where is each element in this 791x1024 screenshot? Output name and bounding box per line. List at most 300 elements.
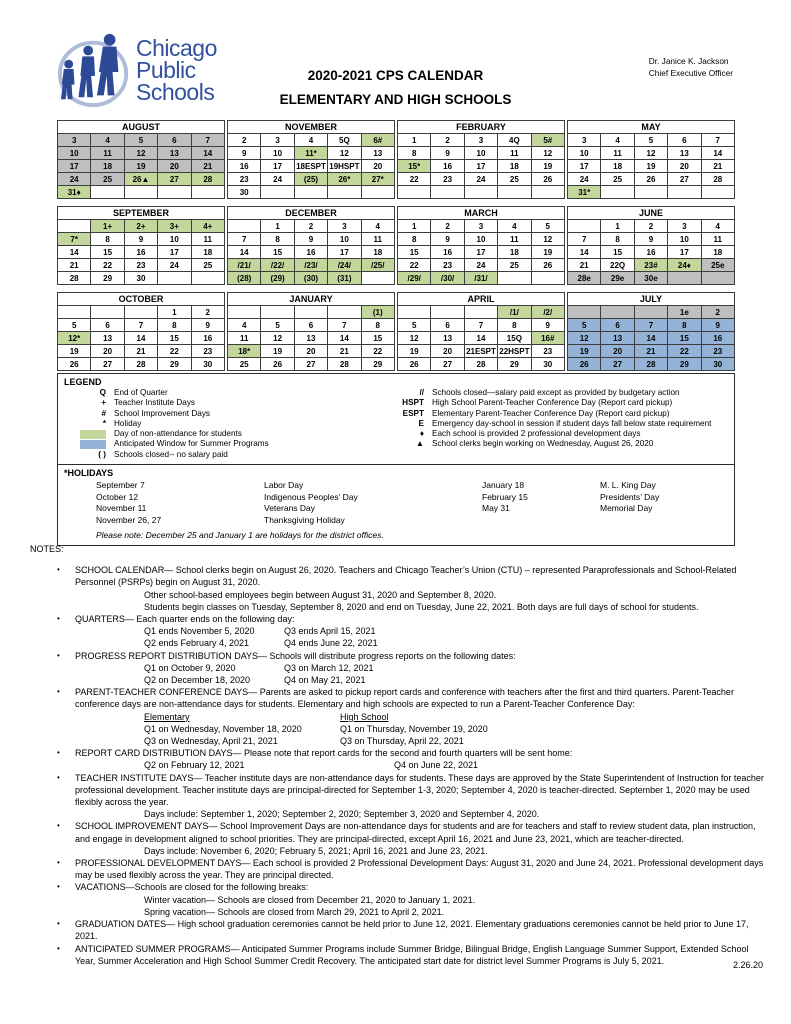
day-cell: 19 — [531, 246, 564, 259]
day-cell: 11 — [498, 147, 531, 160]
month-name: FEBRUARY — [398, 121, 565, 134]
note-sub-text: Q1 ends November 5, 2020 — [144, 626, 255, 637]
day-cell — [124, 186, 157, 199]
day-cell — [294, 186, 327, 199]
day-cell: 26 — [531, 173, 564, 186]
day-cell: 4Q — [498, 134, 531, 147]
day-cell: 12* — [58, 332, 91, 345]
month-table-april — [397, 292, 565, 371]
day-cell: 8 — [601, 233, 634, 246]
day-cell: 3+ — [158, 220, 191, 233]
month-table-november — [227, 120, 395, 199]
day-cell: 25 — [228, 358, 261, 371]
day-cell: 15 — [601, 246, 634, 259]
day-cell: 2 — [634, 220, 667, 233]
day-cell: 10 — [668, 233, 701, 246]
week-row — [398, 306, 565, 319]
bullet-icon: • — [57, 687, 60, 697]
day-cell: 19 — [398, 345, 431, 358]
month-header-row — [228, 293, 395, 306]
day-cell — [431, 186, 464, 199]
day-cell: 6 — [294, 319, 327, 332]
day-cell: 12 — [398, 332, 431, 345]
day-cell: (28) — [228, 272, 261, 285]
holiday-name — [600, 515, 728, 527]
week-row — [568, 134, 735, 147]
day-cell — [668, 272, 701, 285]
day-cell: 15 — [91, 246, 124, 259]
note-sub-text: Q2 on February 12, 2021 — [144, 760, 245, 771]
note-text: GRADUATION DATES— High school graduation ceremonies cannot be held prior to June 12, 2021. Elementary graduations ceremonies cannot be held prior to June 17, 2021. — [75, 919, 749, 942]
day-cell: 29 — [668, 358, 701, 371]
day-cell: 17 — [668, 246, 701, 259]
month-table-october — [57, 292, 225, 371]
day-cell: 23 — [431, 173, 464, 186]
day-cell: 24 — [58, 173, 91, 186]
day-cell: 2 — [228, 134, 261, 147]
day-cell: 11 — [701, 233, 734, 246]
legend-symbol: ♦ — [419, 429, 424, 439]
day-cell — [228, 306, 261, 319]
legend-left-column — [64, 388, 382, 460]
day-cell — [601, 306, 634, 319]
day-cell: 1 — [601, 220, 634, 233]
day-cell: 13 — [668, 147, 701, 160]
holidays-title: *HOLIDAYS — [64, 468, 114, 479]
legend-symbol — [64, 429, 106, 439]
holiday-row — [96, 515, 728, 527]
day-cell: 22 — [361, 345, 394, 358]
week-row — [228, 173, 395, 186]
note-sub-text: Q4 ends June 22, 2021 — [284, 638, 378, 649]
day-cell: 22 — [398, 173, 431, 186]
week-row — [568, 345, 735, 358]
day-cell: 28 — [58, 272, 91, 285]
week-row — [398, 134, 565, 147]
week-row — [398, 147, 565, 160]
day-cell: 4+ — [191, 220, 224, 233]
note-text: TEACHER INSTITUTE DAYS— Teacher institute days are non-attendance days for students. These days are approved by the State Superintendent of Instruction for teacher professional development. Teacher institute days are principal-directed for September 1-3, 2020; September 4, 2020 is teacher-directed. September 1, 2020 may be used flexibly across the year. — [75, 772, 764, 808]
legend-text: Schools closed—salary paid except as provided by budgetary action — [432, 388, 680, 397]
week-row — [228, 134, 395, 147]
day-cell — [464, 306, 497, 319]
day-cell: 27 — [601, 358, 634, 371]
legend-text: School Improvement Days — [114, 408, 211, 418]
note-item — [30, 686, 767, 747]
day-cell — [361, 186, 394, 199]
legend-text: Emergency day-school in session if student days fall below state requirement — [432, 418, 712, 428]
day-cell: 19 — [261, 345, 294, 358]
holiday-date: October 12 — [96, 491, 139, 502]
day-cell: 12 — [531, 233, 564, 246]
month-table-august — [57, 120, 225, 199]
holiday-date: February 15 — [482, 491, 528, 502]
week-row — [228, 147, 395, 160]
day-cell: 7 — [634, 319, 667, 332]
day-cell: 2 — [431, 134, 464, 147]
legend-symbol: + — [101, 398, 106, 408]
day-cell: 23 — [191, 345, 224, 358]
day-cell: 26 — [634, 173, 667, 186]
note-body — [75, 613, 767, 650]
week-row — [568, 306, 735, 319]
day-cell: 24 — [568, 173, 601, 186]
day-cell: 4 — [498, 220, 531, 233]
holiday-row — [96, 480, 728, 492]
day-cell: 5 — [398, 319, 431, 332]
legend-text: Elementary Parent-Teacher Conference Day (Report card pickup) — [432, 408, 670, 418]
note-sub-text: Days include: September 1, 2020; September 2, 2020; September 3, 2020 and September 4, 2020. — [144, 809, 540, 820]
day-cell: 3 — [261, 134, 294, 147]
day-cell: 8 — [398, 147, 431, 160]
month-name: JUNE — [568, 207, 735, 220]
day-cell — [261, 306, 294, 319]
day-cell: 5 — [124, 134, 157, 147]
day-cell: 20 — [158, 160, 191, 173]
day-cell: 20 — [294, 345, 327, 358]
note-subline — [144, 601, 767, 613]
month-header-row — [398, 293, 565, 306]
day-cell — [431, 306, 464, 319]
bullet-icon: • — [57, 943, 60, 953]
day-cell: 30e — [634, 272, 667, 285]
green-swatch — [80, 430, 106, 439]
day-cell: 19 — [568, 345, 601, 358]
month-name: SEPTEMBER — [58, 207, 225, 220]
legend-symbol: // — [419, 388, 424, 397]
day-cell: 14 — [328, 332, 361, 345]
logo-line-2: Public — [136, 56, 196, 83]
holiday-name: M. L. King Day — [600, 480, 656, 491]
day-cell: 16 — [634, 246, 667, 259]
day-cell: 16 — [701, 332, 734, 345]
note-item — [30, 943, 767, 967]
note-text: REPORT CARD DISTRIBUTION DAYS— Please note that report cards for the second and fourth quarters will be sent home: — [75, 748, 573, 759]
day-cell — [464, 186, 497, 199]
day-cell: 1 — [398, 220, 431, 233]
note-body — [75, 881, 767, 918]
day-cell: 18* — [228, 345, 261, 358]
day-cell: 15* — [398, 160, 431, 173]
bullet-icon: • — [57, 650, 60, 660]
note-item — [30, 613, 767, 650]
day-cell: 21 — [328, 345, 361, 358]
holiday-name: Veterans Day — [264, 503, 316, 514]
legend-text: End of Quarter — [114, 388, 168, 397]
day-cell: 25 — [191, 259, 224, 272]
day-cell: 9 — [431, 147, 464, 160]
day-cell: 10 — [568, 147, 601, 160]
day-cell: 1 — [261, 220, 294, 233]
note-body — [75, 857, 767, 881]
day-cell: 14 — [191, 147, 224, 160]
week-row — [568, 319, 735, 332]
day-cell: 4 — [601, 134, 634, 147]
week-row — [568, 233, 735, 246]
day-cell: 13 — [431, 332, 464, 345]
legend-symbol: * — [102, 418, 106, 428]
month-header-row — [568, 121, 735, 134]
note-subline — [144, 845, 767, 857]
day-cell: 7 — [124, 319, 157, 332]
legend-item — [64, 419, 382, 429]
day-cell — [91, 306, 124, 319]
day-cell: 6 — [601, 319, 634, 332]
legend-item — [382, 419, 728, 429]
bullet-icon: • — [57, 565, 60, 575]
day-cell: /22/ — [261, 259, 294, 272]
day-cell: 27 — [431, 358, 464, 371]
day-cell — [124, 306, 157, 319]
day-cell — [634, 306, 667, 319]
day-cell: 3 — [464, 220, 497, 233]
month-header-row — [398, 207, 565, 220]
day-cell: 27* — [361, 173, 394, 186]
note-item — [30, 772, 767, 821]
week-row — [228, 272, 395, 285]
day-cell: 26* — [328, 173, 361, 186]
day-cell: 4 — [91, 134, 124, 147]
week-row — [58, 173, 225, 186]
note-sub-text: Spring vacation— Schools are closed from March 29, 2021 to April 2, 2021. — [144, 906, 445, 917]
day-cell: 27 — [668, 173, 701, 186]
holiday-name: Presidents’ Day — [600, 491, 660, 502]
day-cell: 2+ — [124, 220, 157, 233]
month-table-may — [567, 120, 735, 199]
month-header-row — [228, 121, 395, 134]
day-cell: 24 — [261, 173, 294, 186]
holiday-date: September 7 — [96, 480, 145, 491]
day-cell: 27 — [158, 173, 191, 186]
day-cell: 28e — [568, 272, 601, 285]
note-subline — [144, 759, 767, 771]
day-cell: 15Q — [498, 332, 531, 345]
week-row — [398, 173, 565, 186]
day-cell: 23# — [634, 259, 667, 272]
month-name: MAY — [568, 121, 735, 134]
day-cell: 21 — [634, 345, 667, 358]
legend-item — [64, 450, 382, 460]
note-subline — [144, 711, 767, 723]
holiday-name: Thanksgiving Holiday — [264, 514, 345, 525]
day-cell: 17 — [464, 246, 497, 259]
week-row — [58, 147, 225, 160]
day-cell: 10 — [261, 147, 294, 160]
week-row — [228, 358, 395, 371]
note-body — [75, 943, 767, 967]
week-row — [58, 345, 225, 358]
legend-symbol: ( ) — [98, 449, 106, 459]
week-row — [228, 259, 395, 272]
day-cell: 21 — [701, 160, 734, 173]
week-row — [398, 358, 565, 371]
month-name: AUGUST — [58, 121, 225, 134]
note-sub-text: Students begin classes on Tuesday, September 8, 2020 and end on Tuesday, June 22, 2021. Both days are full days of school for students. — [144, 601, 699, 612]
day-cell: 16 — [431, 160, 464, 173]
day-cell: 4 — [361, 220, 394, 233]
day-cell: 22 — [91, 259, 124, 272]
week-row — [228, 306, 395, 319]
day-cell: 20 — [361, 160, 394, 173]
day-cell: 8 — [91, 233, 124, 246]
day-cell: 7 — [464, 319, 497, 332]
day-cell: 3 — [328, 220, 361, 233]
day-cell: 14 — [568, 246, 601, 259]
week-row — [58, 306, 225, 319]
day-cell — [568, 220, 601, 233]
day-cell: 30 — [701, 358, 734, 371]
day-cell: 29e — [601, 272, 634, 285]
week-row — [568, 358, 735, 371]
note-item — [30, 918, 767, 942]
legend-item — [382, 398, 728, 408]
legend-symbol — [64, 439, 106, 449]
day-cell: 24 — [464, 259, 497, 272]
legend-item — [64, 409, 382, 419]
note-sub-text: Q2 on December 18, 2020 — [144, 675, 251, 686]
note-subline — [144, 637, 767, 649]
day-cell: 23 — [431, 259, 464, 272]
month-header-row — [58, 293, 225, 306]
legend-item — [64, 439, 382, 449]
day-cell: 29 — [158, 358, 191, 371]
holiday-name: Indigenous Peoples’ Day — [264, 491, 358, 502]
day-cell: 26 — [531, 259, 564, 272]
month-header-row — [398, 121, 565, 134]
day-cell: 22 — [398, 259, 431, 272]
day-cell: 7 — [701, 134, 734, 147]
day-cell: 24 — [158, 259, 191, 272]
day-cell: 11 — [191, 233, 224, 246]
day-cell — [191, 272, 224, 285]
day-cell: 30 — [228, 186, 261, 199]
day-cell: 20 — [668, 160, 701, 173]
day-cell: /24/ — [328, 259, 361, 272]
day-cell: 6 — [91, 319, 124, 332]
month-header-row — [568, 207, 735, 220]
week-row — [398, 186, 565, 199]
day-cell — [158, 272, 191, 285]
week-row — [398, 319, 565, 332]
day-cell: 13 — [361, 147, 394, 160]
day-cell: 21 — [191, 160, 224, 173]
note-item — [30, 747, 767, 771]
day-cell: 6 — [158, 134, 191, 147]
week-row — [58, 319, 225, 332]
day-cell: 7 — [191, 134, 224, 147]
day-cell: 18 — [601, 160, 634, 173]
officer-title: Chief Executive Officer — [648, 68, 733, 79]
day-cell: /21/ — [228, 259, 261, 272]
day-cell: 28 — [191, 173, 224, 186]
day-cell: 18 — [361, 246, 394, 259]
day-cell — [158, 186, 191, 199]
notes-heading: NOTES: — [30, 544, 64, 554]
month-table-february — [397, 120, 565, 199]
day-cell: 24 — [464, 173, 497, 186]
legend-symbol: HSPT — [402, 398, 424, 408]
day-cell: /25/ — [361, 259, 394, 272]
day-cell: 5Q — [328, 134, 361, 147]
note-sub-text: Winter vacation— Schools are closed from December 21, 2020 to January 1, 2021. — [144, 894, 476, 905]
legend-text: Holiday — [114, 418, 142, 428]
holiday-date: November 11 — [96, 503, 147, 514]
day-cell — [398, 186, 431, 199]
title-line-2: ELEMENTARY AND HIGH SCHOOLS — [279, 91, 512, 107]
day-cell: 18 — [91, 160, 124, 173]
day-cell — [701, 272, 734, 285]
day-cell: 22 — [668, 345, 701, 358]
legend-text: Day of non-attendance for students — [114, 429, 242, 439]
legend-symbol: E — [418, 418, 424, 428]
month-name: JANUARY — [228, 293, 395, 306]
day-cell: 16 — [431, 246, 464, 259]
day-cell: 28 — [701, 173, 734, 186]
week-row — [58, 358, 225, 371]
day-cell: 11 — [601, 147, 634, 160]
day-cell: 26 — [568, 358, 601, 371]
week-row — [58, 220, 225, 233]
day-cell: 19 — [124, 160, 157, 173]
week-row — [568, 173, 735, 186]
note-subline — [144, 906, 767, 918]
week-row — [58, 259, 225, 272]
legend-item — [64, 388, 382, 398]
day-cell: 23 — [228, 173, 261, 186]
bullet-icon: • — [57, 882, 60, 892]
day-cell: 9 — [124, 233, 157, 246]
note-subline — [144, 894, 767, 906]
day-cell: 7 — [328, 319, 361, 332]
day-cell — [398, 306, 431, 319]
day-cell: 13 — [158, 147, 191, 160]
day-cell: 25 — [601, 173, 634, 186]
day-cell: (1) — [361, 306, 394, 319]
note-text: PARENT-TEACHER CONFERENCE DAYS— Parents are asked to pickup report cards and conference with teachers after the first and third quarters. Parent-Teacher conference days are non-attendance days for students. Elementary and high schools are expected to run a Parent-Teacher Conference Day: — [75, 687, 734, 710]
officer-block — [649, 55, 733, 79]
month-table-march — [397, 206, 565, 285]
legend-symbol: # — [101, 408, 106, 418]
day-cell — [531, 272, 564, 285]
day-cell: 15 — [261, 246, 294, 259]
month-name: MARCH — [398, 207, 565, 220]
month-table-june — [567, 206, 735, 285]
note-sub-text: Q4 on May 21, 2021 — [284, 675, 366, 686]
day-cell: /31/ — [464, 272, 497, 285]
day-cell: 18 — [498, 160, 531, 173]
day-cell: (29) — [261, 272, 294, 285]
note-text: SCHOOL CALENDAR— School clerks begin on August 26, 2020. Teachers and Chicago Teacher’s Union (CTU) – represented Paraprofessionals and School-Related Personnel (PSRPs) begin on August 31, 2020. — [75, 565, 737, 588]
note-subline — [144, 808, 767, 820]
day-cell: 8 — [158, 319, 191, 332]
day-cell: 17 — [58, 160, 91, 173]
day-cell: 8 — [668, 319, 701, 332]
note-body — [75, 686, 767, 747]
week-row — [58, 134, 225, 147]
bullet-icon: • — [57, 858, 60, 868]
note-sub-text: Q1 on Wednesday, November 18, 2020 — [144, 723, 302, 734]
week-row — [228, 319, 395, 332]
day-cell: 20 — [91, 345, 124, 358]
day-cell: 29 — [361, 358, 394, 371]
day-cell: 8 — [361, 319, 394, 332]
legend-right-column — [382, 388, 728, 460]
notes-list — [30, 564, 767, 967]
week-row — [568, 246, 735, 259]
legend-text: High School Parent-Teacher Conference Day (Report card pickup) — [432, 398, 673, 408]
note-sub-text: Days include: November 6, 2020; February 5, 2021; April 16, 2021 and June 23, 2021. — [144, 845, 488, 856]
day-cell: 9 — [431, 233, 464, 246]
